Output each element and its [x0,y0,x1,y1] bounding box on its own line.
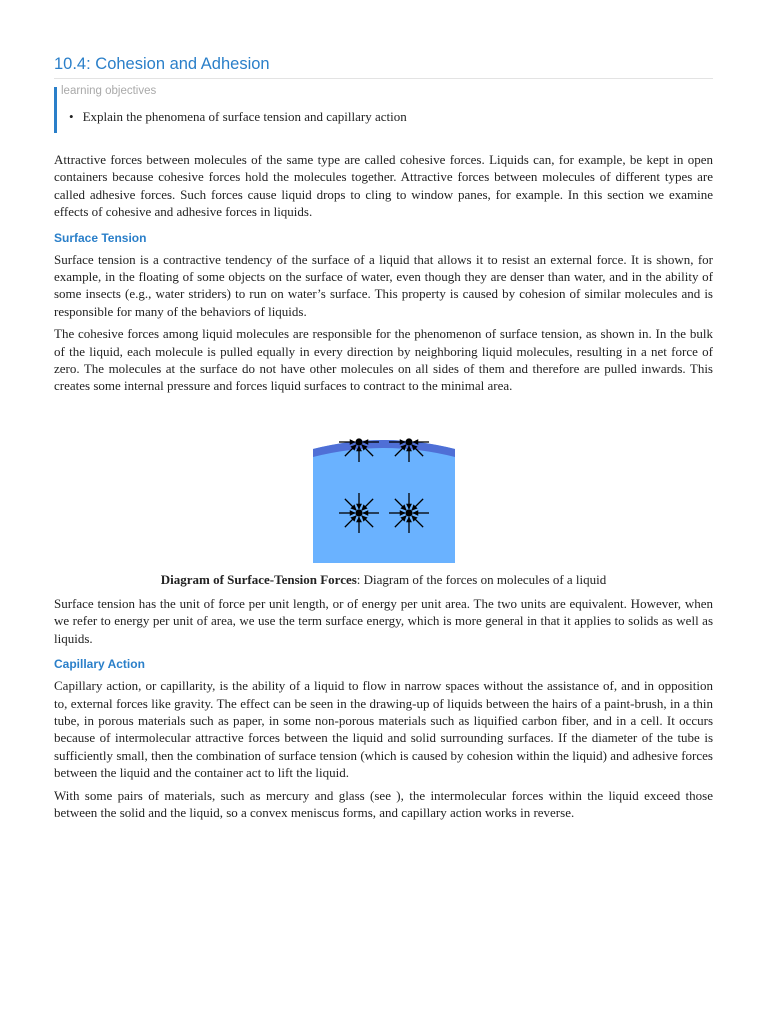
molecule-dot [405,438,412,445]
molecule-dot [405,509,412,516]
figure-caption-text: : Diagram of the forces on molecules of a liquid [356,572,607,587]
surface-tension-paragraph-2: The cohesive forces among liquid molecules are responsible for the phenomenon of surface tension, as shown in. In the bulk of the liquid, each molecule is pulled equally in every direction by neighboring liquid molecules, resulting in a net force of zero. The molecules at the surface do not have other molecules on all sides of them and therefore are pulled inwards. This creates some internal pressure and forces liquid surfaces to contract to the minimal area. [54,326,713,394]
molecule-dot [355,438,362,445]
section-title: 10.4: Cohesion and Adhesion [54,0,713,79]
article [54,0,713,395]
objective-item: • Explain the phenomena of surface tension and capillary action [69,109,407,125]
learning-objectives-box [54,87,713,133]
capillary-action-heading: Capillary Action [54,657,145,672]
capillary-action-paragraph-2: With some pairs of materials, such as mercury and glass (see ), the intermolecular forces within the liquid exceed those between the solid and the liquid, so a convex meniscus forms, and capillary action works in reverse. [54,787,713,821]
figure-caption-title: Diagram of Surface-Tension Forces [160,572,357,587]
learning-objectives-label: learning objectives [61,85,157,97]
intro-paragraph: Attractive forces between molecules of the same type are called cohesive forces. Liquids can, for example, be kept in open containers because cohesive forces hold the molecules together. Attractive forces between molecules of different types are called adhesive forces. Such forces cause liquid drops to cling to window panes, for example. In this section we examine effects of cohesive and adhesive forces in liquids. [54,152,713,220]
surface-tension-heading: Surface Tension [54,230,147,245]
figure-caption [54,572,713,588]
surface-tension-paragraph-3: Surface tension has the unit of force per unit length, or of energy per unit area. The two units are equivalent. However, when we refer to energy per unit of area, we use the term surface energy, which is more general in that it applies to solids as well as liquids. [54,596,713,646]
capillary-action-paragraph-1: Capillary action, or capillarity, is the ability of a liquid to flow in narrow spaces without the assistance of, and in opposition to, external forces like gravity. The effect can be seen in the drawing-up of liquids between the hairs of a paint-brush, in a thin tube, in porous materials such as paper, in some non-porous materials such as liquified carbon fiber, and in a cell. It occurs because of intermolecular attractive forces between the liquid and solid surrounding surfaces. If the diameter of the tube is sufficiently small, then the combination of surface tension (which is caused by cohesion within the liquid) and adhesive forces between the liquid and the container act to lift the liquid. [54,678,713,781]
molecule-dot [355,509,362,516]
liquid-body [313,440,455,563]
objectives-list [69,109,407,125]
surface-tension-diagram [313,437,455,563]
surface-tension-paragraph-1: Surface tension is a contractive tendency of the surface of a liquid that allows it to resist an external force. It is shown, for example, in the floating of some objects on the surface of water, even though they are denser than water, and in the ability of some insects (e.g., water striders) to run on water’s surface. This property is caused by cohesion of similar molecules and is responsible for many of the behaviors of liquids. [54,251,713,319]
article-continued [54,595,713,821]
